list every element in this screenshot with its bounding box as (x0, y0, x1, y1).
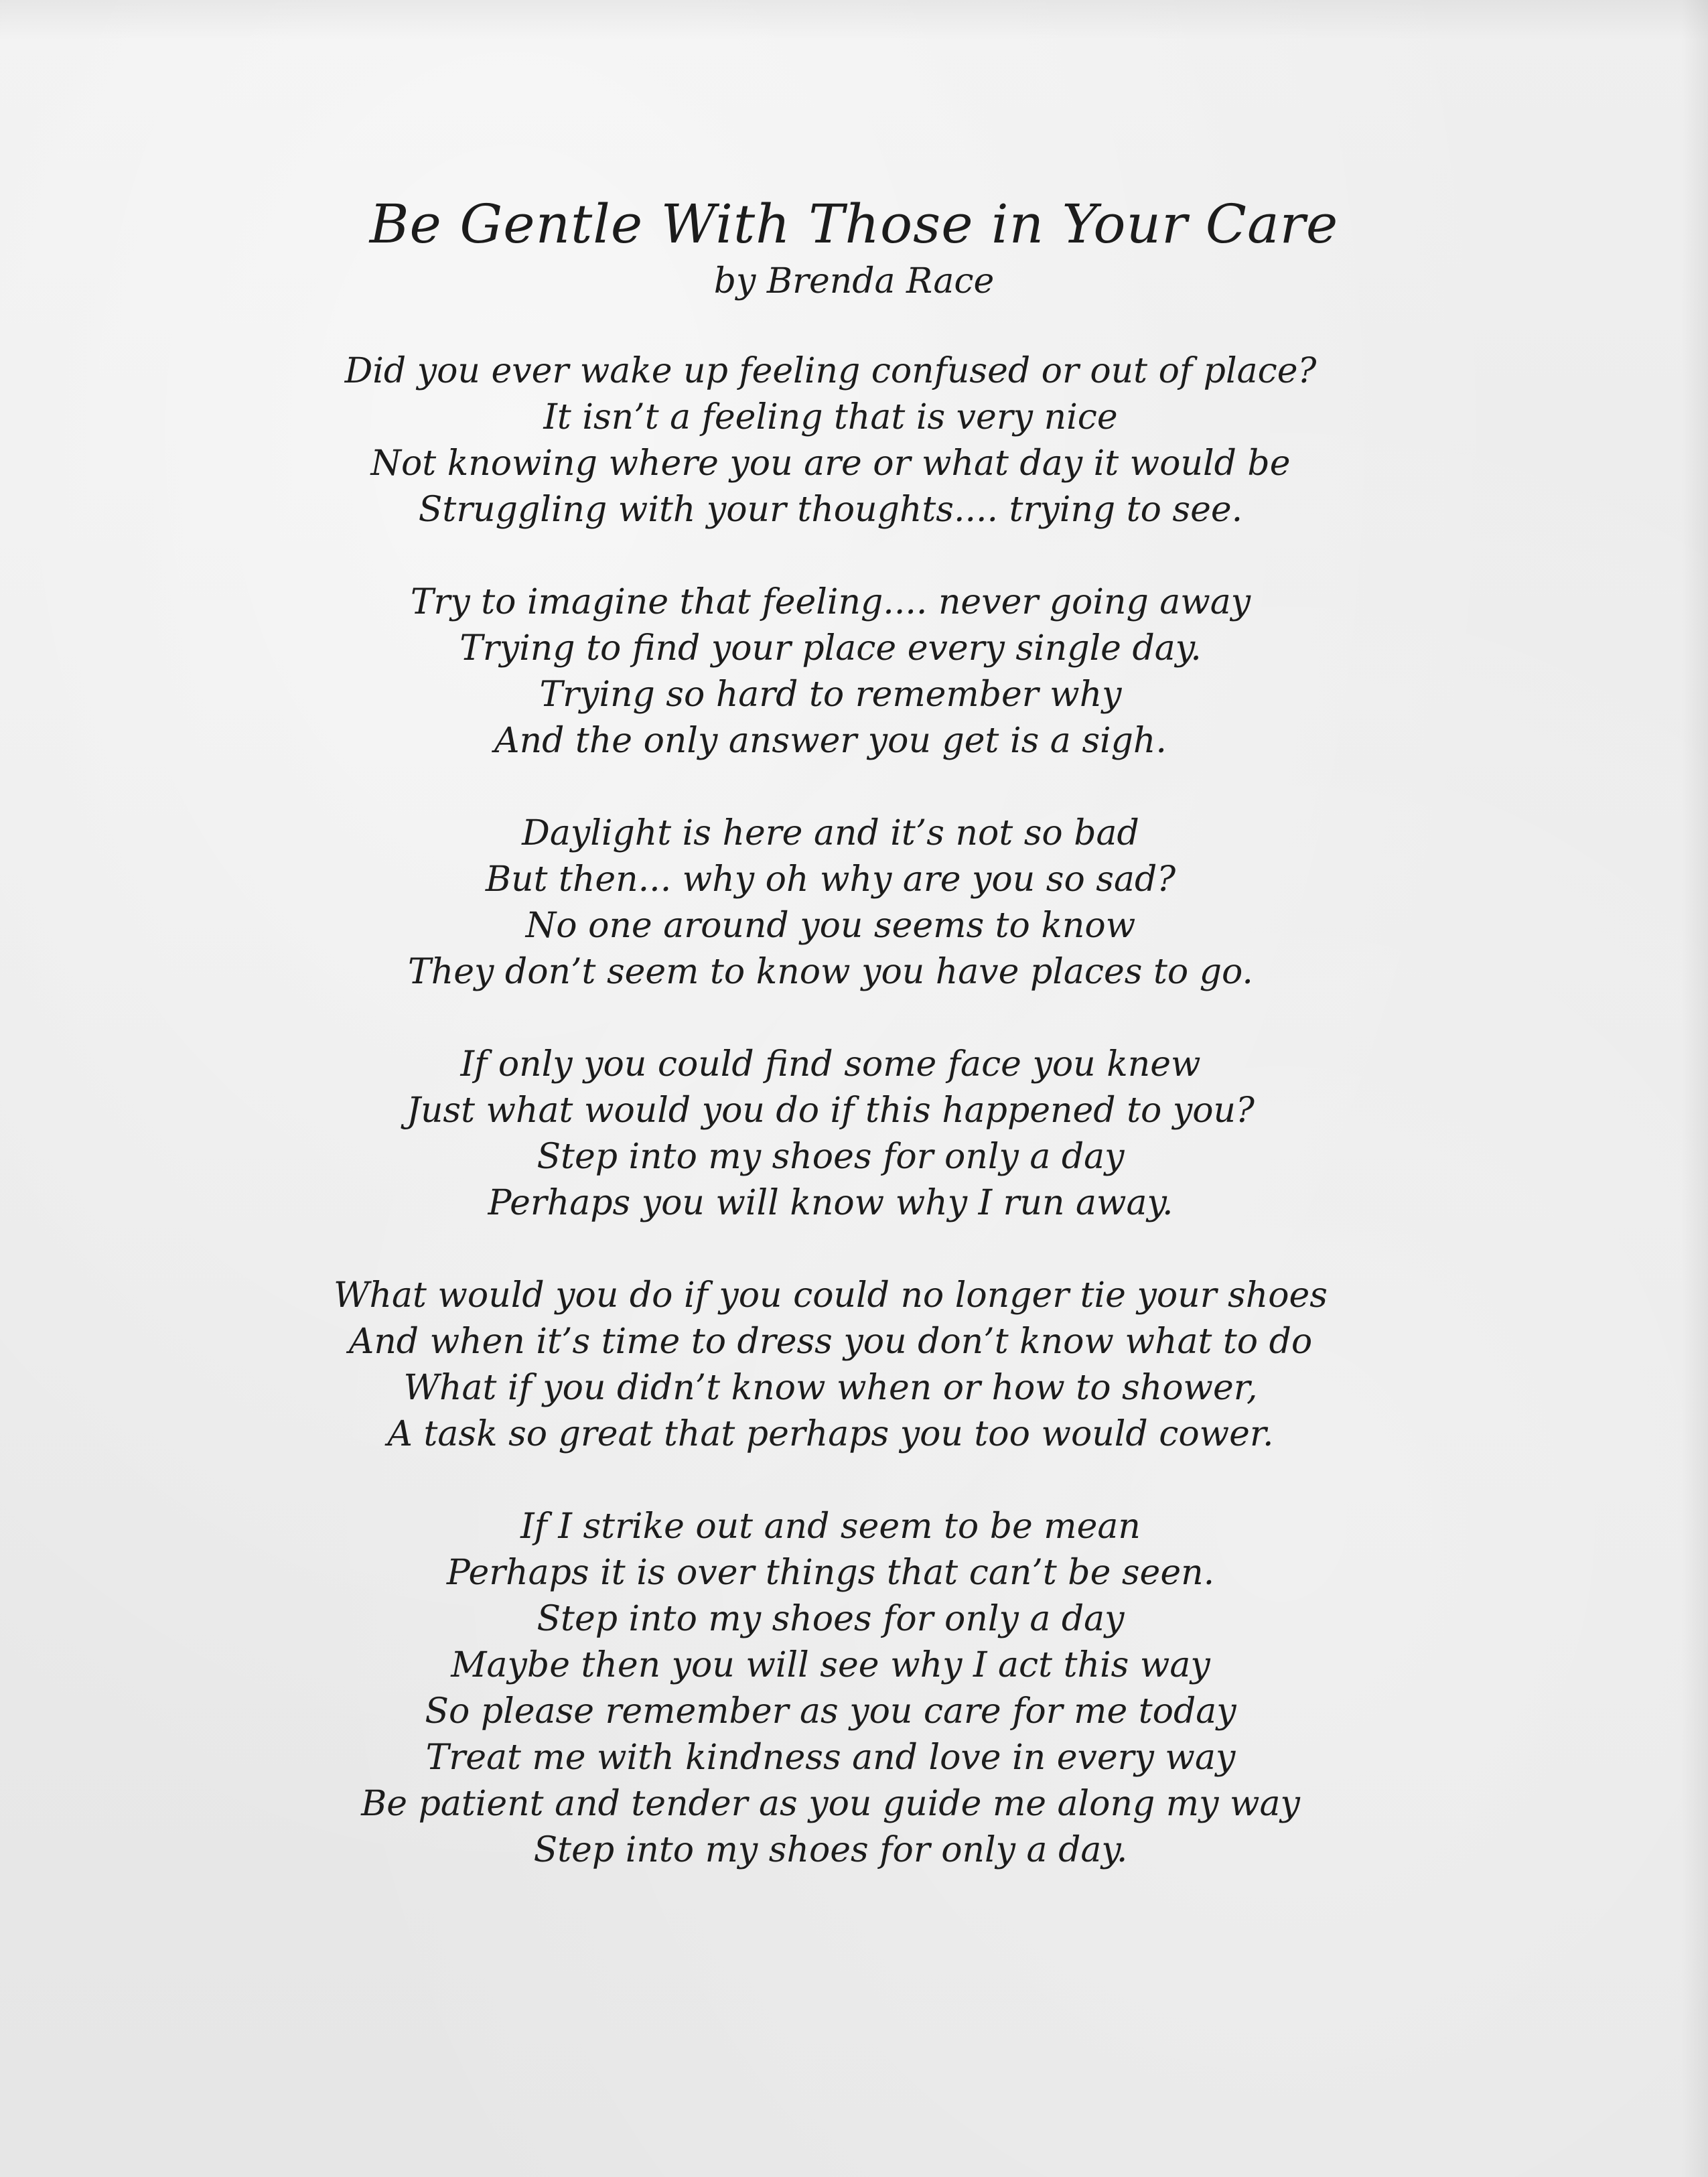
poem-line: Just what would you do if this happened to you? (407, 1091, 1255, 1131)
stanza-5 (255, 1273, 1407, 1458)
poem-line: If I strike out and seem to be mean (520, 1506, 1141, 1547)
poem-line: What would you do if you could no longer tie your shoes (334, 1275, 1328, 1316)
poem-line: Be patient and tender as you guide me along my way (361, 1784, 1300, 1824)
poem-line: Treat me with kindness and love in every way (425, 1738, 1236, 1778)
poem-line: So please remember as you care for me today (425, 1691, 1236, 1732)
poem-line: Perhaps you will know why I run away. (488, 1183, 1173, 1223)
poem-line: Not knowing where you are or what day it would be (370, 443, 1291, 484)
poem-line: Step into my shoes for only a day (537, 1137, 1125, 1177)
stanza-3 (255, 811, 1407, 995)
poem-line: Step into my shoes for only a day. (533, 1830, 1128, 1870)
poem-line: They don’t seem to know you have places to go. (408, 952, 1253, 992)
paper-shadow-top (0, 0, 1708, 40)
poem-line: A task so great that perhaps you too would cower. (387, 1414, 1274, 1454)
poem-line: Trying so hard to remember why (539, 675, 1122, 715)
poem-line: Step into my shoes for only a day (537, 1599, 1125, 1639)
poem-line: But then... why oh why are you so sad? (485, 859, 1176, 900)
poem-line: Daylight is here and it’s not so bad (522, 813, 1139, 853)
poem-line: Trying to find your place every single day. (459, 628, 1202, 669)
poem-line: No one around you seems to know (525, 906, 1136, 946)
stanza-6 (255, 1504, 1407, 1874)
poem-line: Try to imagine that feeling.... never going away (410, 582, 1251, 622)
poem-line: Perhaps it is over things that can’t be seen. (446, 1553, 1215, 1593)
poem-line: Maybe then you will see why I act this way (451, 1645, 1210, 1685)
poem-line: Struggling with your thoughts.... trying to see. (418, 490, 1243, 530)
poem-line: And the only answer you get is a sigh. (494, 721, 1167, 761)
poem-line: And when it’s time to dress you don’t know what to do (348, 1322, 1313, 1362)
stanza-1 (255, 348, 1407, 533)
stanza-4 (255, 1042, 1407, 1226)
poem-line: Did you ever wake up feeling confused or out of place? (344, 351, 1317, 391)
poem-author: by Brenda Race (713, 261, 995, 301)
stanza-2 (255, 579, 1407, 764)
poem-title: Be Gentle With Those in Your Care (369, 193, 1339, 255)
paper-shadow-right (1681, 0, 1708, 2177)
poem-body (255, 348, 1407, 1920)
poem-line: It isn’t a feeling that is very nice (543, 397, 1118, 437)
poem-line: What if you didn’t know when or how to shower, (403, 1368, 1258, 1408)
poem-line: If only you could find some face you knew (460, 1044, 1201, 1084)
